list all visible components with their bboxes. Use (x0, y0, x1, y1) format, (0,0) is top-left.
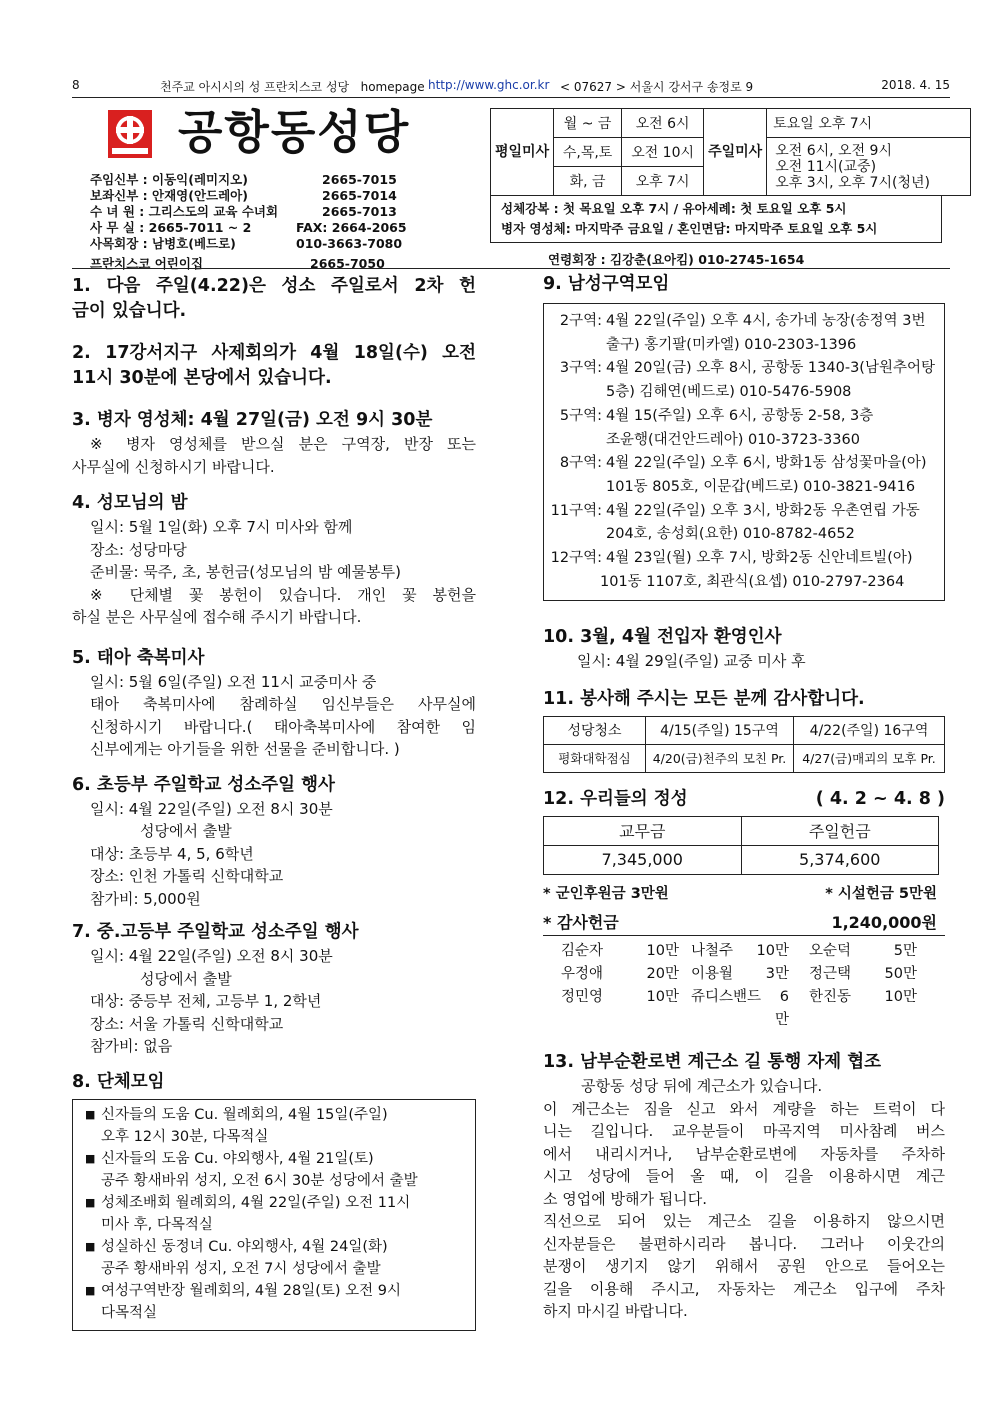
sunday-mass-times: 오전 6시, 오전 9시 오전 11시(교중) 오후 3시, 오후 7시(청년) (767, 138, 971, 196)
notice-13: 13. 남부순환로변 계근소 길 통행 자제 협조 공항동 성당 뒤에 계근소가 있습니다. 이 계근소는 짐을 싣고 와서 계량을 하는 트럭이 다 니는 길입니다. 교우분들이 마곡지역 미사참례 버스 에서 내리시거나, 남부순환로변에 자동차를 주차하 시고 성당에 들어 올 때, 이 길을 이용하시면 계근 소 영업에 방해가 됩니다. 직선으로 되어 있는 계근소 길을 이용하지 않으시면 신자분들은 불편하시리라 봅니다. 그러나 이웃간의 분쟁이 생기지 않기 위해서 공원 안으로 들어오는 길을 이용해 주시고, 자동차는 계근소 입구에 주차 하지 마시길 바랍니다. (543, 1052, 945, 1321)
list-item: ■ 성실하신 동정녀 Cu. 야외행사, 4월 24일(화) (85, 1236, 467, 1258)
list-item: 우정애 20만 이용월 3만 정근택 50만 (561, 966, 917, 983)
page-number: 8 (72, 78, 80, 92)
list-item: 11구역: 4월 22일(주일) 오후 3시, 방화2동 우촌연립 가동 (550, 502, 920, 519)
notice-1: 1. 다음 주일(4.22)은 성소 주일로서 2차 헌 금이 있습니다. (72, 276, 476, 321)
list-item: 8구역: 4월 22일(주일) 오후 6시, 방화1동 삼성꽃마을(아) (559, 455, 927, 472)
notice-2: 2. 17강서지구 사제회의가 4월 18일(수) 오전 11시 30분에 본당에서 있습니다. (72, 343, 476, 388)
right-column (543, 272, 945, 1323)
volunteer-table (543, 716, 945, 773)
staff-row: 수 녀 원 : 그리스도의 교육 수녀회 2665-7013 (90, 204, 397, 219)
thanks-offering-label: * 감사헌금 (543, 913, 619, 933)
notice-7: 7. 중.고등부 주일학교 성소주일 행사 일시: 4월 22일(주일) 오전 8시 30분 성당에서 출발 대상: 중등부 전체, 고등부 1, 2학년 장소: 서울 가톨릭 신학대학교 참가비: 없음 (72, 922, 359, 1055)
offering-table (543, 816, 939, 875)
list-item: 12구역: 4월 23일(월) 오후 7시, 방화2동 신안네트빌(아) (550, 550, 913, 567)
table-row: 교무금 주일헌금 (544, 816, 939, 845)
staff-directory (90, 172, 415, 272)
list-item: ■ 신자들의 도움 Cu. 야외행사, 4월 21일(토) (85, 1148, 467, 1170)
list-item: ■ 신자들의 도움 Cu. 월례회의, 4월 15일(주일) (85, 1104, 467, 1126)
notice-11: 11. 봉사해 주시는 모든 분께 감사합니다. 성당청소 4/15(주일) 15구역 4/22(주일) 16구역 평화대학점심 4/20(금)천주의 모친 Pr. 4/27(금)매괴의 모후 Pr. (543, 687, 945, 773)
district-meetings-box: 2구역: 4월 22일(주일) 오후 4시, 송가네 농장(송정역 3번 출구) 홍기팔(미카엘) 010-2303-1396 3구역: 4월 20일(금) 오후 8시, 공항동 1340-3(남원추어탕 5층) 김해연(베드로) 010-5476-5908 5구역: 4월 15(주일) 오후 6시, 공항동 2-58, 3층 조윤행(대건안드레아) 010-3723-3360 8구역: 4월 22일(주일) 오후 6시, 방화1동 삼성꽃마을(아) 101동 805호, 이문갑(베드로) 010-3821-9416 11구역: 4월 22일(주일) 오후 3시, 방화2동 우촌연립 가동 204호, 송성회(요한) 010-8782-4652 12구역: 4월 23일(월) 오후 7시, 방화2동 신안네트빌(아) 101동 1107호, 최관식(요셉) 010-2797-2364 (543, 303, 945, 601)
thanks-offering-amount: 1,240,000원 (831, 913, 937, 933)
parish-title: 공항동성당 (178, 105, 411, 159)
offering-date-range: ( 4. 2 ~ 4. 8 ) (815, 788, 945, 809)
staff-row: 사목회장 : 남병호(베드로) 010-3663-7080 (90, 236, 403, 251)
donor-list (543, 940, 945, 1032)
facility-donation: * 시설헌금 5만원 (825, 885, 937, 902)
notice-6: 6. 초등부 주일학교 성소주일 행사 일시: 4월 22일(주일) 오전 8시 30분 성당에서 출발 대상: 초등부 4, 5, 6학년 장소: 인천 가톨릭 신학대학교 참가비: 5,000원 (72, 774, 335, 908)
notice-9: 9. 남성구역모임 2구역: 4월 22일(주일) 오후 4시, 송가네 농장(송정역 3번 출구) 홍기팔(미카엘) 010-2303-1396 3구역: 4월 20일(금) 오후 8시, 공항동 1340-3(남원추어탕 5층) 김해연(베드로) 010-5476-5908 5구역: 4월 15(주일) 오후 6시, 공항동 2-58, 3층 조윤행(대건안드레아) 010-3723-3360 8구역: 4월 22일(주일) 오후 6시, 방화1동 삼성꽃마을(아) 101동 805호, 이문갑(베드로) 010-3821-9416 11구역: 4월 22일(주일) 오후 3시, 방화2동 우촌연립 가동 204호, 송성회(요한) 010-8782-4652 12구역: 4월 23일(월) 오후 7시, 방화2동 신안네트빌(아) 101동 1107호, 최관식(요셉) 010-2797-2364 (543, 272, 945, 601)
military-donation: * 군인후원금 3만원 (543, 885, 669, 902)
list-item: 김순자 10만 나철주 10만 오순덕 5만 (561, 943, 917, 960)
table-row: 7,345,000 5,374,600 (544, 845, 939, 874)
church-logo-icon (108, 110, 152, 158)
list-item: 3구역: 4월 20일(금) 오후 8시, 공항동 1340-3(남원추어탕 (559, 360, 935, 377)
list-item: 2구역: 4월 22일(주일) 오후 4시, 송가네 농장(송정역 3번 (559, 313, 926, 329)
weekday-mass-header: 평일미사 (491, 109, 554, 196)
divider (72, 268, 950, 269)
list-item: 5구역: 4월 15(주일) 오후 6시, 공항동 2-58, 3층 (559, 407, 874, 424)
notice-8: 8. 단체모임 ■ 신자들의 도움 Cu. 월례회의, 4월 15일(주일) 오후 12시 30분, 다목적실 ■ 신자들의 도움 Cu. 야외행사, 4월 21일(토) 공주 황새바위 성지, 오전 6시 30분 성당에서 출발 ■ 성체조배회 월례회의, 4월 22일(주일) 오전 11시 미사 후, 다목적실 ■ 성실하신 동정녀 Cu. 야외행사, 4월 24일(화) 공주 황새바위 성지, 오전 7시 성당에서 출발 ■ 여성구역반장 월례회의, 4월 28일(토) 오전 9시 다목적실 (72, 1070, 476, 1331)
notice-5: 5. 태아 축복미사 일시: 5월 6일(주일) 오전 11시 교중미사 중 태아 축복미사에 참례하실 임신부들은 사무실에 신청하시기 바랍니다.( 태아축복미사에 참여한 임 신부에게는 아기들을 위한 선물을 준비합니다. ) (72, 647, 476, 758)
staff-row: 프란치스코 어린이집 2665-7050 (90, 256, 385, 271)
issue-date: 2018. 4. 15 (881, 78, 950, 92)
list-item: 정민영 10만 쥬디스밴드 6만 한진동 10만 (561, 989, 917, 1029)
funeral-committee-rep: 연령회장 : 김강춘(요아킴) 010-2745-1654 (548, 252, 805, 267)
sunday-mass-header: 주일미사 (704, 109, 767, 196)
church-name: 천주교 아시시의 성 프란치스코 성당 homepage (160, 80, 425, 94)
church-address: < 07627 > 서울시 강서구 송정로 9 (560, 80, 754, 94)
list-item: ■ 여성구역반장 월례회의, 4월 28일(토) 오전 9시 (85, 1280, 467, 1302)
staff-row: 주임신부 : 이동익(레미지오) 2665-7015 (90, 172, 397, 187)
notice-12: 12. 우리들의 정성 ( 4. 2 ~ 4. 8 ) 교무금 주일헌금 7,345,000 5,374,600 * 군인후원금 3만원 * 시설헌금 5만원 * 감사헌금 1,240,000원 김순자 10만 나철주 10만 오순덕 5만 우정애 20만 이용월 3만 정근택 50만 정민영 10만 쥬디스밴드 6만 한진동 10만 (543, 787, 945, 1033)
table-row: 평화대학점심 4/20(금)천주의 모친 Pr. 4/27(금)매괴의 모후 Pr. (544, 744, 945, 772)
sacrament-notes: 성체강복 : 첫 목요일 오후 7시 / 유아세례: 첫 토요일 오후 5시 병자 영성체: 마지막주 금요일 / 혼인면담: 마지막주 토요일 오후 5시 (490, 195, 942, 243)
notice-3: 3. 병자 영성체: 4월 27일(금) 오전 9시 30분 ※ 병자 영성체를 받으실 분은 구역장, 반장 또는 사무실에 신청하시기 바랍니다. (72, 410, 476, 476)
notice-4: 4. 성모님의 밤 일시: 5월 1일(화) 오후 7시 미사와 함께 장소: 성당마당 준비물: 묵주, 초, 봉헌금(성모님의 밤 예물봉투) ※ 단체별 꽃 봉헌이 있습니다. 개인 꽃 봉헌을 하실 분은 사무실에 접수해 주시기 바랍니다. (72, 493, 476, 626)
list-item: ■ 성체조배회 월례회의, 4월 22일(주일) 오전 11시 (85, 1192, 467, 1214)
table-row: 성당청소 4/15(주일) 15구역 4/22(주일) 16구역 (544, 716, 945, 744)
group-meetings-box: ■ 신자들의 도움 Cu. 월례회의, 4월 15일(주일) 오후 12시 30분, 다목적실 ■ 신자들의 도움 Cu. 야외행사, 4월 21일(토) 공주 황새바위 성지, 오전 6시 30분 성당에서 출발 ■ 성체조배회 월례회의, 4월 22일(주일) 오전 11시 미사 후, 다목적실 ■ 성실하신 동정녀 Cu. 야외행사, 4월 24일(화) 공주 황새바위 성지, 오전 7시 성당에서 출발 ■ 여성구역반장 월례회의, 4월 28일(토) 오전 9시 다목적실 (72, 1099, 476, 1331)
notice-10: 10. 3월, 4월 전입자 환영인사 일시: 4월 29일(주일) 교중 미사 후 (543, 627, 806, 671)
staff-row: 보좌신부 : 안재영(안드레아) 2665-7014 (90, 188, 397, 203)
staff-row: 사 무 실 : 2665-7011 ~ 2 FAX: 2664-2065 (90, 220, 407, 235)
mass-schedule-table: 평일미사 월 ~ 금 오전 6시 주일미사 토요일 오후 7시 수,목,토 오전 10시 오전 6시, 오전 9시 오전 11시(교중) 오후 3시, 오후 7시(청년) 화, 금 오후 7시 (490, 108, 971, 196)
homepage-link[interactable]: http://www.ghc.or.kr (428, 78, 550, 92)
left-column (72, 272, 476, 1331)
page-header-line (72, 76, 950, 98)
